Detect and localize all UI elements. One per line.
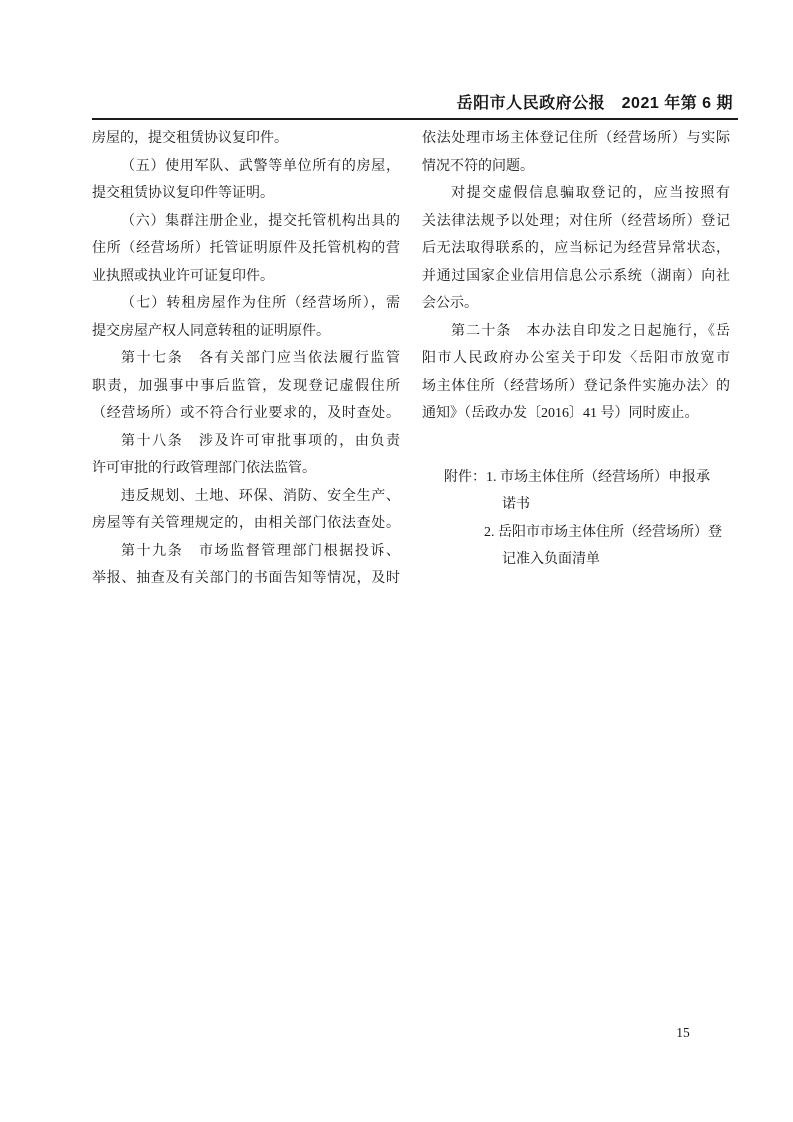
page-number: 15 (676, 1025, 690, 1040)
text-line: 依法处理市场主体登记住所（经营场所）与实际 (422, 131, 730, 146)
attachment-list (422, 464, 730, 574)
text-line: 第十八条 涉及许可审批事项的，由负责 (121, 433, 400, 449)
attachment-line: 附件：1. 市场主体住所（经营场所）申报承 (444, 469, 710, 485)
text-line: 对提交虚假信息骗取登记的，应当按照有 (451, 186, 730, 201)
text-line: 提交租赁协议复印件等证明。 (92, 186, 274, 201)
text-line: 后无法取得联系的，应当标记为经营异常状态， (422, 241, 730, 256)
attachment-line: 诺书 (502, 497, 530, 512)
text-line: 房屋的，提交租赁协议复印件。 (92, 131, 288, 146)
text-line: （七）转租房屋作为住所（经营场所），需 (121, 296, 400, 311)
left-column (92, 125, 400, 593)
text-line: 住所（经营场所）托管证明原件及托管机构的营 (92, 241, 400, 256)
text-line: 违反规划、土地、环保、消防、安全生产、 (121, 488, 400, 504)
text-line: 情况不符的问题。 (422, 158, 534, 174)
text-line: （五）使用军队、武警等单位所有的房屋， (121, 158, 400, 174)
text-line: （经营场所）或不符合行业要求的，及时查处。 (92, 406, 400, 421)
text-line: 第二十条 本办法自印发之日起施行，《岳 (451, 323, 730, 339)
text-line: 提交房屋产权人同意转租的证明原件。 (92, 323, 330, 339)
text-line: 许可审批的行政管理部门依法监管。 (92, 461, 316, 476)
text-line: 阳市人民政府办公室关于印发〈岳阳市放宽市 (422, 351, 730, 366)
header-rule (92, 118, 738, 120)
text-line: 职责，加强事中事后监管，发现登记虚假住所 (92, 378, 400, 394)
text-line: 场主体住所（经营场所）登记条件实施办法〉的 (422, 378, 730, 394)
text-line: 通知》（岳政办发〔2016〕41 号）同时废止。 (422, 406, 699, 421)
right-column (422, 125, 730, 593)
text-line: 业执照或执业许可证复印件。 (92, 268, 274, 284)
text-line: 第十七条 各有关部门应当依法履行监管 (121, 351, 400, 366)
text-line: 并通过国家企业信用信息公示系统（湖南）向社 (422, 268, 730, 284)
text-line: 第十九条 市场监督管理部门根据投诉、 (121, 543, 400, 559)
text-line: （六）集群注册企业，提交托管机构出具的 (121, 213, 400, 229)
gazette-header-title: 岳阳市人民政府公报 2021 年第 6 期 (456, 95, 733, 112)
attachment-line: 记准入负面清单 (502, 552, 600, 567)
two-column-body (92, 125, 730, 593)
text-line: 房屋等有关管理规定的，由相关部门依法查处。 (92, 516, 400, 531)
text-line: 会公示。 (422, 296, 478, 311)
text-line: 举报、抽查及有关部门的书面告知等情况，及时 (92, 571, 400, 586)
text-line: 关法律法规予以处理；对住所（经营场所）登记 (422, 213, 730, 229)
attachment-line: 2. 岳阳市市场主体住所（经营场所）登 (484, 524, 722, 540)
